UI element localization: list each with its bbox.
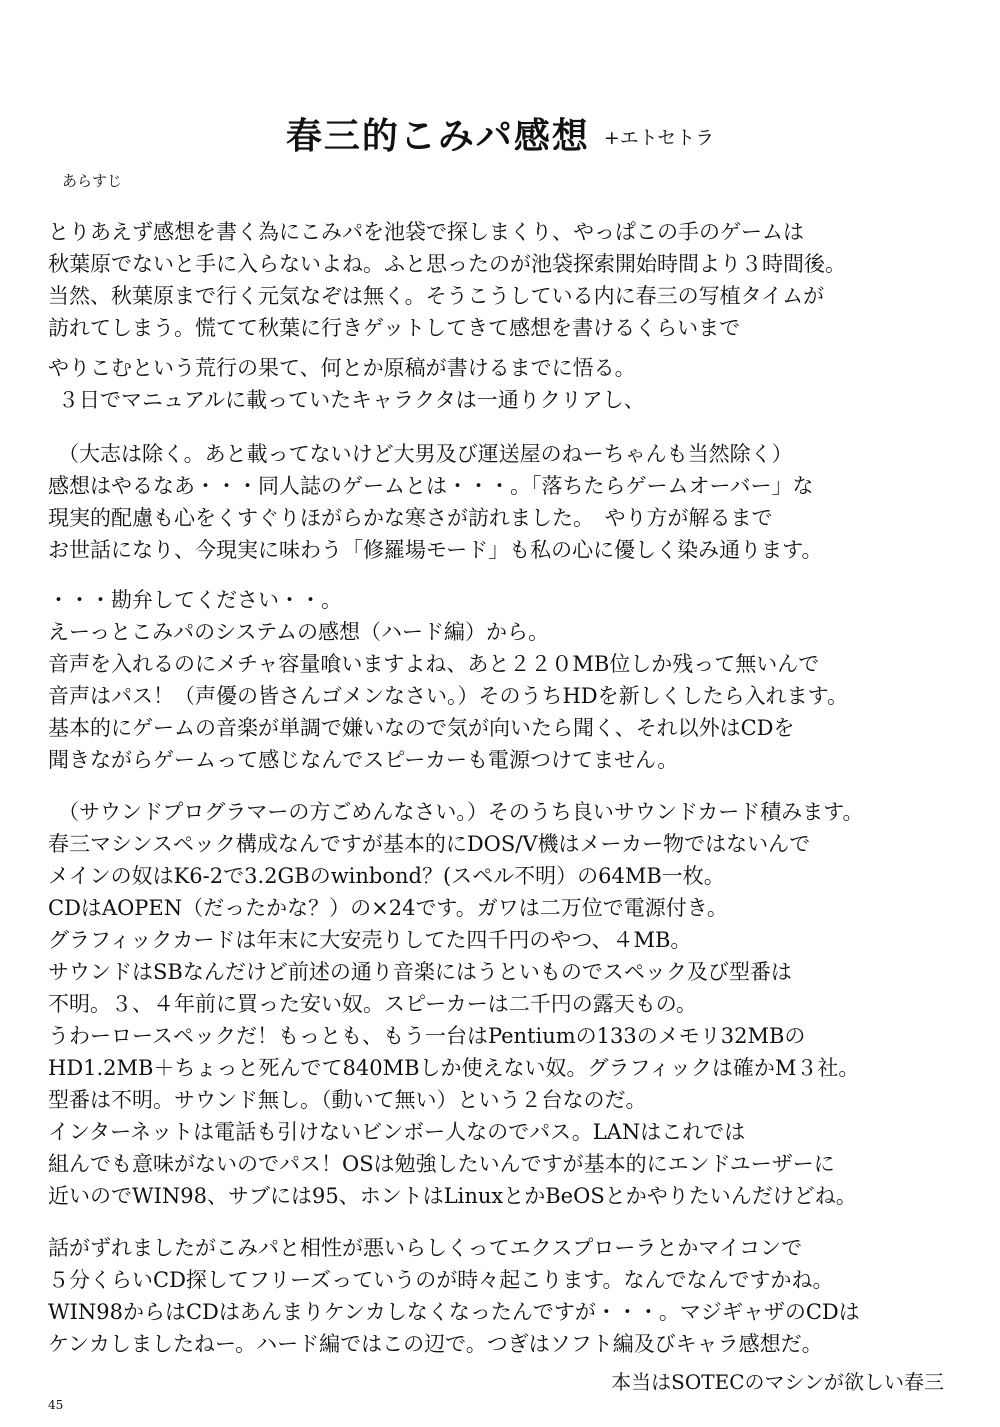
text-line: メインの奴はK6-2で3.2GBのwinbond？(スペル不明）の64MB一枚。 — [48, 864, 725, 888]
text-line: CDはAOPEN（だったかな？）の×24です。ガワは二万位で電源付き。 — [48, 896, 728, 920]
text-line: 話がずれましたがこみパと相性が悪いらしくってエクスプローラとかマイコンで — [48, 1236, 803, 1260]
text-line: インターネットは電話も引けないビンボー人なのでパス。LANはこれでは — [48, 1120, 746, 1144]
text-line: ・・・勘弁してください・・。 — [48, 588, 342, 612]
text-line: ケンカしましたねー。ハード編ではこの辺で。つぎはソフト編及びキャラ感想だ。 — [48, 1332, 823, 1356]
title-subtitle: +エトセトラ — [603, 127, 715, 149]
text-line: 聞きながらゲームって感じなんでスピーカーも電源つけてません。 — [48, 748, 679, 772]
author-signature: 本当はSOTECのマシンが欲しい春三 — [611, 1370, 944, 1394]
text-line: （大志は除く。あと載ってないけど大男及び運送屋のねーちゃんも当然除く） — [58, 442, 793, 466]
text-line: 基本的にゲームの音楽が単調で嫌いなので気が向いたら聞く、それ以外はCDを — [48, 716, 795, 740]
page-number: 45 — [48, 1398, 64, 1412]
text-line: 感想はやるなあ・・・同人誌のゲームとは・・・。「落ちたらゲームオーバー」な — [48, 474, 814, 498]
text-line: 組んでも意味がないのでパス！OSは勉強したいんですが基本的にエンドユーザーに — [48, 1152, 835, 1176]
text-line: お世話になり、今現実に味わう「修羅場モード」も私の心に優しく染み通ります。 — [48, 538, 823, 562]
text-line: 秋葉原でないと手に入らないよね。ふと思ったのが池袋探索開始時間より３時間後。 — [48, 252, 846, 276]
text-line: ３日でマニュアルに載っていたキャラクタは一通りクリアし、 — [58, 388, 645, 412]
text-line: 不明。３、４年前に買った安い奴。スピーカーは二千円の露天もの。 — [48, 992, 697, 1016]
text-line: ５分くらいCD探してフリーズっていうのが時々起こります。なんでなんですかね。 — [48, 1268, 834, 1292]
text-line: 訪れてしまう。慌てて秋葉に行きゲットしてきて感想を書けるくらいまで — [48, 316, 741, 340]
text-line: とりあえず感想を書く為にこみパを池袋で探しまくり、やっぱこの手のゲームは — [48, 220, 804, 244]
text-line: 春三マシンスペック構成なんですが基本的にDOS/V機はメーカー物ではないんで — [48, 832, 811, 856]
text-line: 型番は不明。サウンド無し。（動いて無い）という２台なのだ。 — [48, 1088, 647, 1112]
text-line: 近いのでWIN98、サブには95、ホントはLinuxとかBeOSとかやりたいんだけどね。 — [48, 1184, 857, 1208]
text-line: 音声を入れるのにメチャ容量喰いますよね、あと２２０MB位しか残って無いんで — [48, 652, 820, 676]
synopsis-label: あらすじ — [62, 172, 123, 190]
text-line: グラフィックカードは年末に大安売りしてた四千円のやつ、４MB。 — [48, 928, 692, 952]
text-line: 音声はパス！（声優の皆さんゴメンなさい。）そのうちHDを新しくしたら入れます。 — [48, 684, 848, 708]
title-main: 春三的こみパ感想 — [285, 116, 590, 157]
text-line: やりこむという荒行の果て、何とか原稿が書けるまでに悟る。 — [48, 356, 636, 380]
text-line: 現実的配慮も心をくすぐりほがらかな寒さが訪れました。 やり方が解るまで — [48, 506, 773, 530]
text-line: （サウンドプログラマーの方ごめんなさい。）そのうち良いサウンドカード積みます。 — [58, 800, 864, 824]
text-line: HD1.2MB＋ちょっと死んでて840MBしか使えない奴。グラフィックは確かM３社。 — [48, 1056, 860, 1080]
text-line: えーっとこみパのシステムの感想（ハード編）から。 — [48, 620, 550, 644]
text-line: サウンドはSBなんだけど前述の通り音楽にはうといものでスペック及び型番は — [48, 960, 792, 984]
page-title — [0, 108, 1000, 159]
text-line: うわーロースペックだ！もっとも、もう一台はPentiumの133のメモリ32MBの — [48, 1024, 806, 1048]
text-line: WIN98からはCDはあんまりケンカしなくなったんですが・・・。マジギャザのCDは — [48, 1300, 860, 1324]
text-line: 当然、秋葉原まで行く元気なぞは無く。そうこうしている内に春三の写植タイムが — [48, 284, 825, 308]
